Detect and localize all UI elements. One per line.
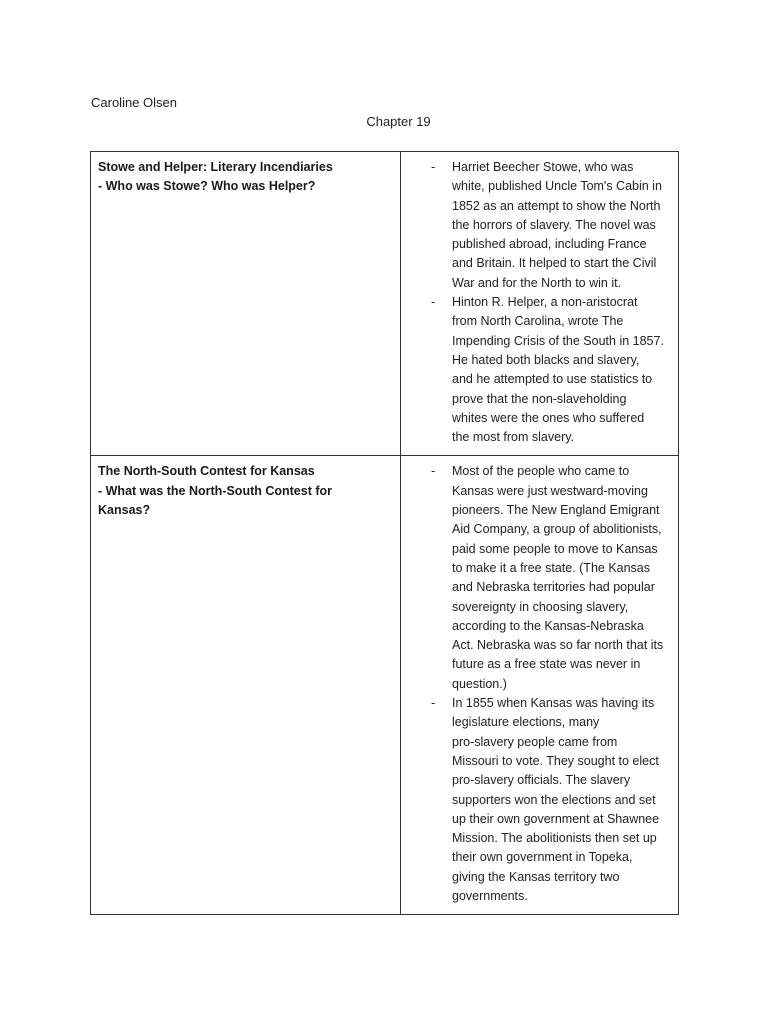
bullet-line: and Nebraska territories had popular (452, 580, 655, 595)
question-line: Stowe and Helper: Literary Incendiaries (98, 160, 333, 174)
bullet-line: prove that the non-slaveholding (452, 391, 627, 406)
bullet-line: Kansas were just westward-moving (452, 483, 648, 498)
bullet-line: In 1855 when Kansas was having its (452, 696, 655, 711)
bullet-line: their own government in Topeka, (452, 850, 633, 865)
bullet-line: War and for the North to win it. (452, 275, 622, 290)
question-line: Kansas? (98, 503, 151, 518)
bullet-line: Aid Company, a group of abolitionists, (452, 522, 662, 537)
bullet-dash-icon: - (431, 464, 436, 479)
bullet-line: the most from slavery. (452, 430, 575, 445)
bullet-line: Most of the people who came to (452, 464, 630, 479)
bullet-dash-icon: - (431, 160, 436, 174)
question-line: The North-South Contest for Kansas (98, 464, 315, 479)
bullet-line: paid some people to move to Kansas (452, 541, 658, 556)
table-row (91, 152, 679, 456)
bullet-line: pro-slavery people came from (452, 734, 618, 749)
question-line: - What was the North-South Contest for (98, 483, 333, 498)
bullet-line: He hated both blacks and slavery, (452, 352, 640, 367)
bullet-line: pro-slavery officials. The slavery (452, 773, 631, 788)
bullet-line: supporters won the elections and set (452, 792, 656, 807)
bullet-line: 1852 as an attempt to show the North (452, 198, 661, 213)
bullet-item (421, 694, 672, 906)
bullet-line: up their own government at Shawnee (452, 811, 660, 826)
bullet-line: according to the Kansas-Nebraska (452, 618, 644, 633)
question-cell (91, 456, 401, 915)
notes-table (90, 151, 679, 915)
bullet-line: Act. Nebraska was so far north that its (452, 638, 664, 653)
bullet-line: governments. (452, 888, 528, 903)
bullet-line: Hinton R. Helper, a non-aristocrat (452, 295, 638, 310)
table-row (91, 456, 679, 915)
bullet-item (421, 293, 672, 447)
bullet-dash-icon: - (431, 295, 436, 310)
bullet-line: Harriet Beecher Stowe, who was (452, 160, 634, 174)
bullet-line: pioneers. The New England Emigrant (452, 503, 660, 518)
bullet-line: Impending Crisis of the South in 1857. (452, 333, 664, 348)
bullet-line: sovereignty in choosing slavery, (452, 599, 629, 614)
bullet-line: to make it a free state. (The Kansas (452, 560, 651, 575)
bullet-line: future as a free state was never in (452, 657, 641, 672)
bullet-line: Mission. The abolitionists then set up (452, 831, 657, 846)
bullet-line: white, published Uncle Tom's Cabin in (452, 179, 662, 194)
bullet-line: and Britain. It helped to start the Civil (452, 256, 657, 271)
bullet-line: from North Carolina, wrote The (452, 314, 624, 329)
answer-cell (401, 456, 679, 915)
bullet-line: whites were the ones who suffered (452, 410, 645, 425)
bullet-line: and he attempted to use statistics to (452, 372, 653, 387)
author-name: Caroline Olsen (91, 95, 177, 110)
bullet-item (421, 462, 672, 694)
bullet-line: question.) (452, 676, 507, 691)
bullet-line: the horrors of slavery. The novel was (452, 217, 656, 232)
question-cell (91, 152, 401, 456)
chapter-title: Chapter 19 (366, 114, 431, 129)
bullet-line: legislature elections, many (452, 715, 600, 730)
notes-table-body (91, 152, 679, 915)
bullet-line: published abroad, including France (452, 237, 647, 252)
bullet-line: Missouri to vote. They sought to elect (452, 753, 659, 768)
answer-cell (401, 152, 679, 456)
bullet-item (421, 158, 672, 293)
question-line: - Who was Stowe? Who was Helper? (98, 179, 316, 194)
bullet-dash-icon: - (431, 696, 436, 711)
bullet-line: giving the Kansas territory two (452, 869, 620, 884)
